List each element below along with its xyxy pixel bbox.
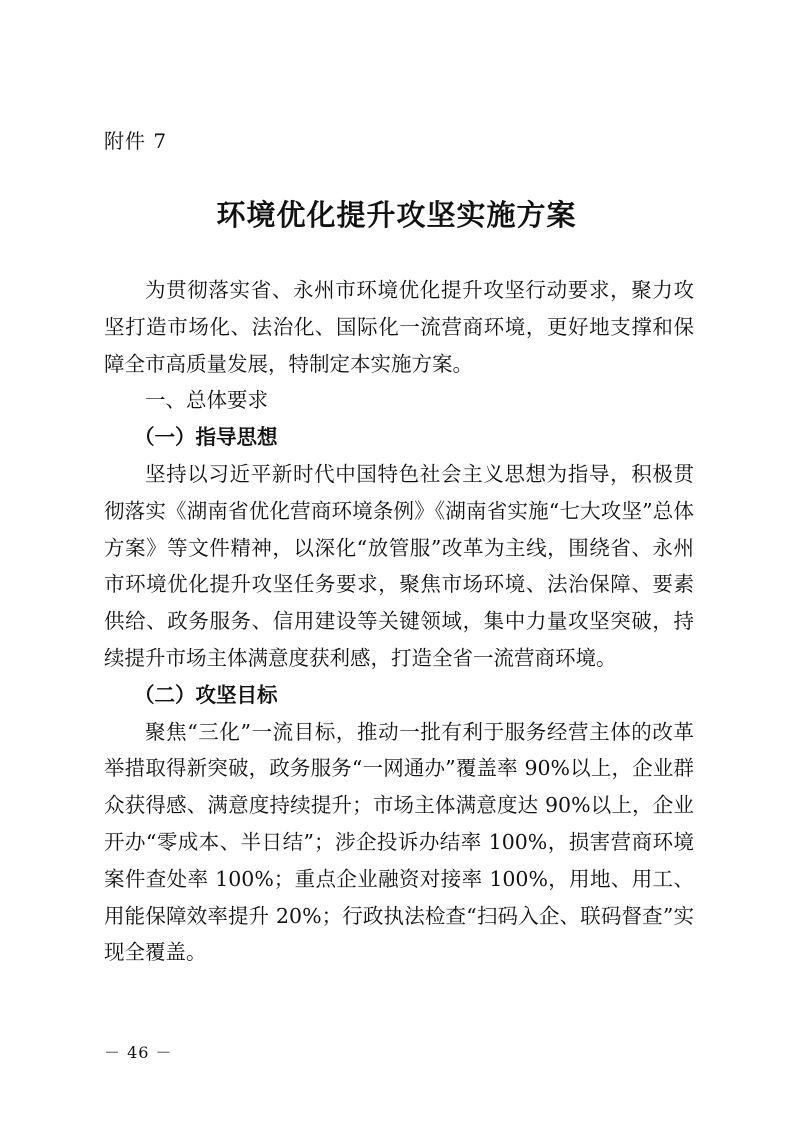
goals-paragraph: 聚焦“三化”一流目标，推动一批有利于服务经营主体的改革举措取得新突破，政务服务“一网通办”覆盖率 90%以上，企业群众获得感、满意度持续提升；市场主体满意度达 90%以上，企业开办“零成本、半日结”；涉企投诉办结率 100%，损害营商环境案件查处率 100%；重点企业融资对接率 100%，用地、用工、用能保障效率提升 20%；行政执法检查“扫码入企、联码督查”实现全覆盖。	[104, 719, 694, 965]
guiding-ideology-paragraph: 坚持以习近平新时代中国特色社会主义思想为指导，积极贯彻落实《湖南省优化营商环境条例》《湖南省实施“七大攻坚”总体方案》等文件精神，以深化“放管服”改革为主线，围绕省、永州市环境优化提升攻坚任务要求，聚焦市场环境、法治保障、要素供给、政务服务、信用建设等关键领域，集中力量攻坚突破，持续提升市场主体满意度获利感，打造全省一流营商环境。	[104, 461, 694, 670]
subsection-heading-goals: （二）攻坚目标	[134, 682, 278, 707]
attachment-label: 附件 7	[104, 129, 168, 153]
page-number: － 46 －	[104, 1043, 173, 1062]
document-title: 环境优化提升攻坚实施方案	[216, 198, 577, 232]
section-heading-general-requirements: 一、总体要求	[145, 388, 268, 413]
document-body	[104, 272, 694, 971]
subsection-heading-guiding-ideology: （一）指导思想	[134, 425, 278, 450]
intro-paragraph: 为贯彻落实省、永州市环境优化提升攻坚行动要求，聚力攻坚打造市场化、法治化、国际化一流营商环境，更好地支撑和保障全市高质量发展，特制定本实施方案。	[104, 278, 694, 376]
